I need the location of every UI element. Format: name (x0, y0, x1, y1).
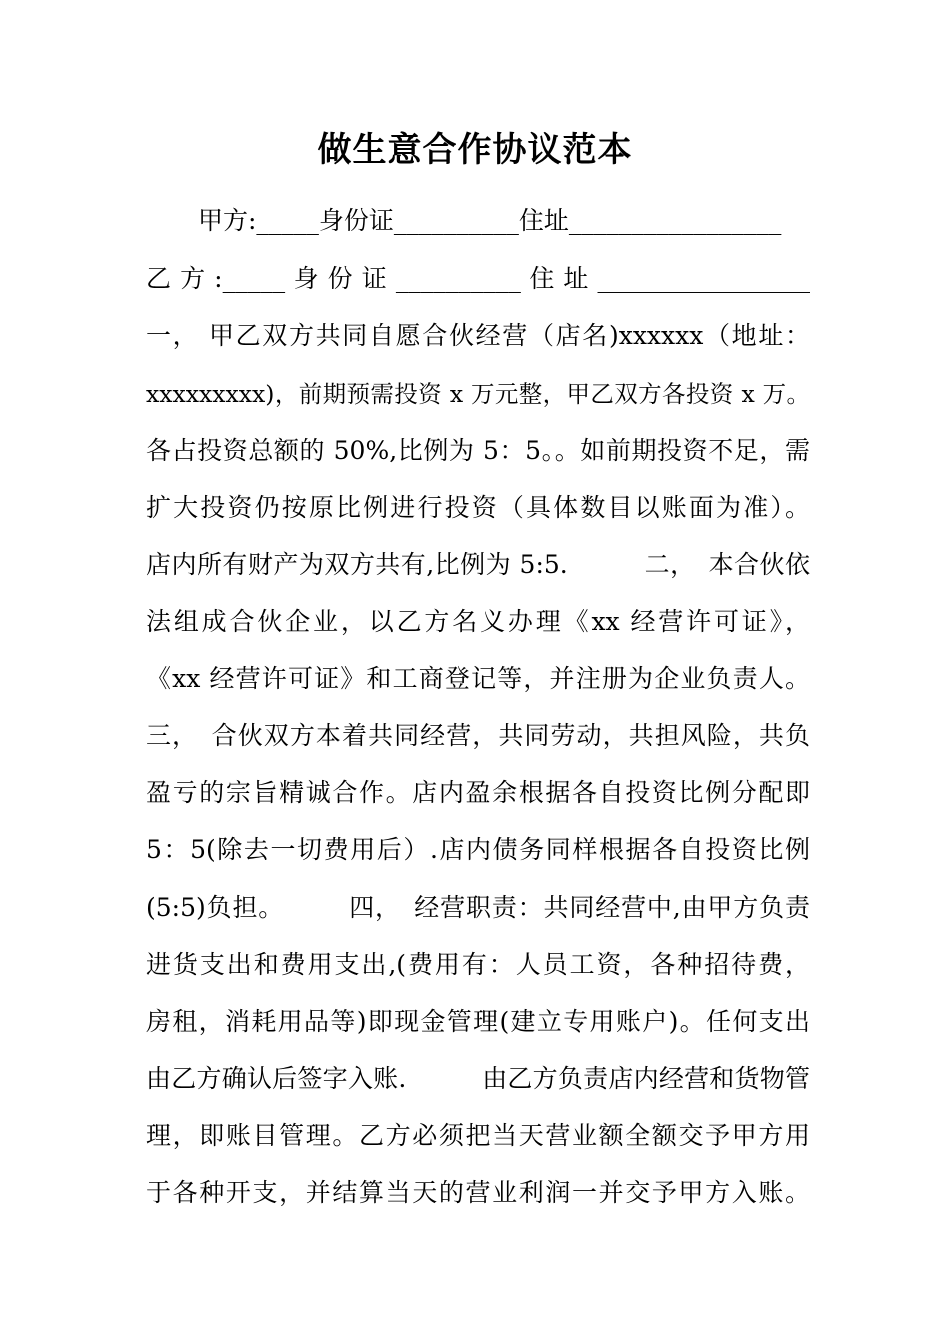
body-line: 盈亏的宗旨精诚合作。店内盈余根据各自投资比例分配即 (146, 778, 810, 807)
party-b-line: 乙 方 :_____ 身 份 证 __________ 住 址 _________________ (146, 264, 810, 293)
party-a-line: 甲方:_____身份证__________住址_________________ (198, 206, 782, 235)
body-line: 扩大投资仍按原比例进行投资（具体数目以账面为准）。 (146, 493, 810, 522)
body-line: 店内所有财产为双方共有,比例为 5:5. 二， 本合伙依 (146, 550, 810, 579)
body-line: 理，即账目管理。乙方必须把当天营业额全额交予甲方用 (146, 1121, 810, 1150)
body-line: (5:5)负担。 四， 经营职责：共同经营中,由甲方负责 (146, 893, 810, 922)
body-line: 房租，消耗用品等)即现金管理(建立专用账户)。任何支出 (146, 1007, 810, 1036)
body-line: 一， 甲乙双方共同自愿合伙经营（店名)xxxxxx（地址： (146, 321, 810, 350)
body-line: 法组成合伙企业，以乙方名义办理《xx 经营许可证》， (146, 607, 810, 636)
body-line: 5：5(除去一切费用后）.店内债务同样根据各自投资比例 (146, 835, 810, 864)
body-line: 三， 合伙双方本着共同经营，共同劳动，共担风险，共负 (146, 721, 810, 750)
document-title: 做生意合作协议范本 (317, 130, 633, 170)
body-line: 于各种开支，并结算当天的营业利润一并交予甲方入账。 (146, 1178, 810, 1207)
body-line: 各占投资总额的 50%,比例为 5：5。。如前期投资不足，需 (146, 436, 810, 465)
body-line: 《xx 经营许可证》和工商登记等，并注册为企业负责人。 (146, 664, 810, 693)
body-line: 由乙方确认后签字入账. 由乙方负责店内经营和货物管 (146, 1064, 810, 1093)
body-line: xxxxxxxxx)，前期预需投资 x 万元整，甲乙双方各投资 x 万。 (146, 380, 810, 408)
body-line: 进货支出和费用支出,(费用有：人员工资，各种招待费， (146, 950, 810, 979)
